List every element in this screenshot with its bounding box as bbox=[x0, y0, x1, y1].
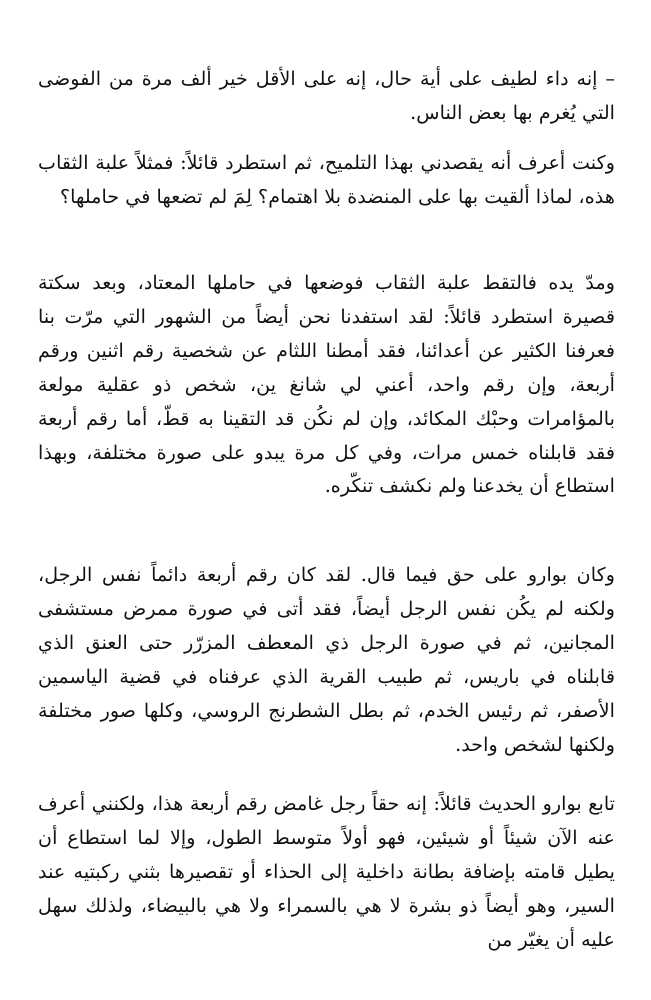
book-page bbox=[38, 0, 615, 1000]
paragraph-1: – إنه داء لطيف على أية حال، إنه على الأقل خير ألف مرة من الفوضى التي يُغرم بها بعض الناس. bbox=[38, 67, 615, 124]
paragraph-5: تابع بوارو الحديث قائلاً: إنه حقاً رجل غامض رقم أربعة هذا، ولكنني أعرف عنه الآن شيئاً أو شيئين، فهو أولاً متوسط الطول، وإلا لما استطاع أن يطيل قامته بإضافة بطانة داخلية إلى الحذاء أو تقصيرها بثني ركبتيه عند السير، وهو أيضاً ذو بشرة لا هي بالسمراء ولا هي بالبيضاء، ولذلك سهل عليه أن يغيّر من bbox=[38, 792, 615, 951]
paragraph-3: ومدّ يده فالتقط علبة الثقاب فوضعها في حاملها المعتاد، وبعد سكتة قصيرة استطرد قائلاً: لقد استفدنا نحن أيضاً من الشهور التي مرّت بنا فعرفنا الكثير عن أعدائنا، فقد أمطنا اللثام عن شخصية رقم اثنين ورقم أربعة، وإن رقم واحد، أعني لي شانغ ين، شخص ذو عقلية مولعة بالمؤامرات وحبْك المكائد، وإن لم نكُن قد التقينا به قطّ، أما رقم أربعة فقد قابلناه خمس مرات، وفي كل مرة يبدو على صورة مختلفة، وبهذا استطاع أن يخدعنا ولم نكشف تنكّره. bbox=[38, 271, 615, 498]
paragraph-4: وكان بوارو على حق فيما قال. لقد كان رقم أربعة دائماً نفس الرجل، ولكنه لم يكُن نفس الرجل أيضاً، فقد أتى في صورة ممرض مستشفى المجانين، ثم في صورة الرجل ذي المعطف المزرّر حتى العنق الذي قابلناه في باريس، ثم طبيب القرية الذي عرفناه في قضية الياسمين الأصفر، ثم رئيس الخدم، ثم بطل الشطرنج الروسي، وكلها صور مختلفة ولكنها لشخص واحد. bbox=[38, 563, 615, 756]
paragraph-2: وكنت أعرف أنه يقصدني بهذا التلميح، ثم استطرد قائلاً: فمثلاً علبة الثقاب هذه، لماذا ألقيت بها على المنضدة بلا اهتمام؟ لِمَ لم تضعها في حاملها؟ bbox=[38, 151, 615, 208]
